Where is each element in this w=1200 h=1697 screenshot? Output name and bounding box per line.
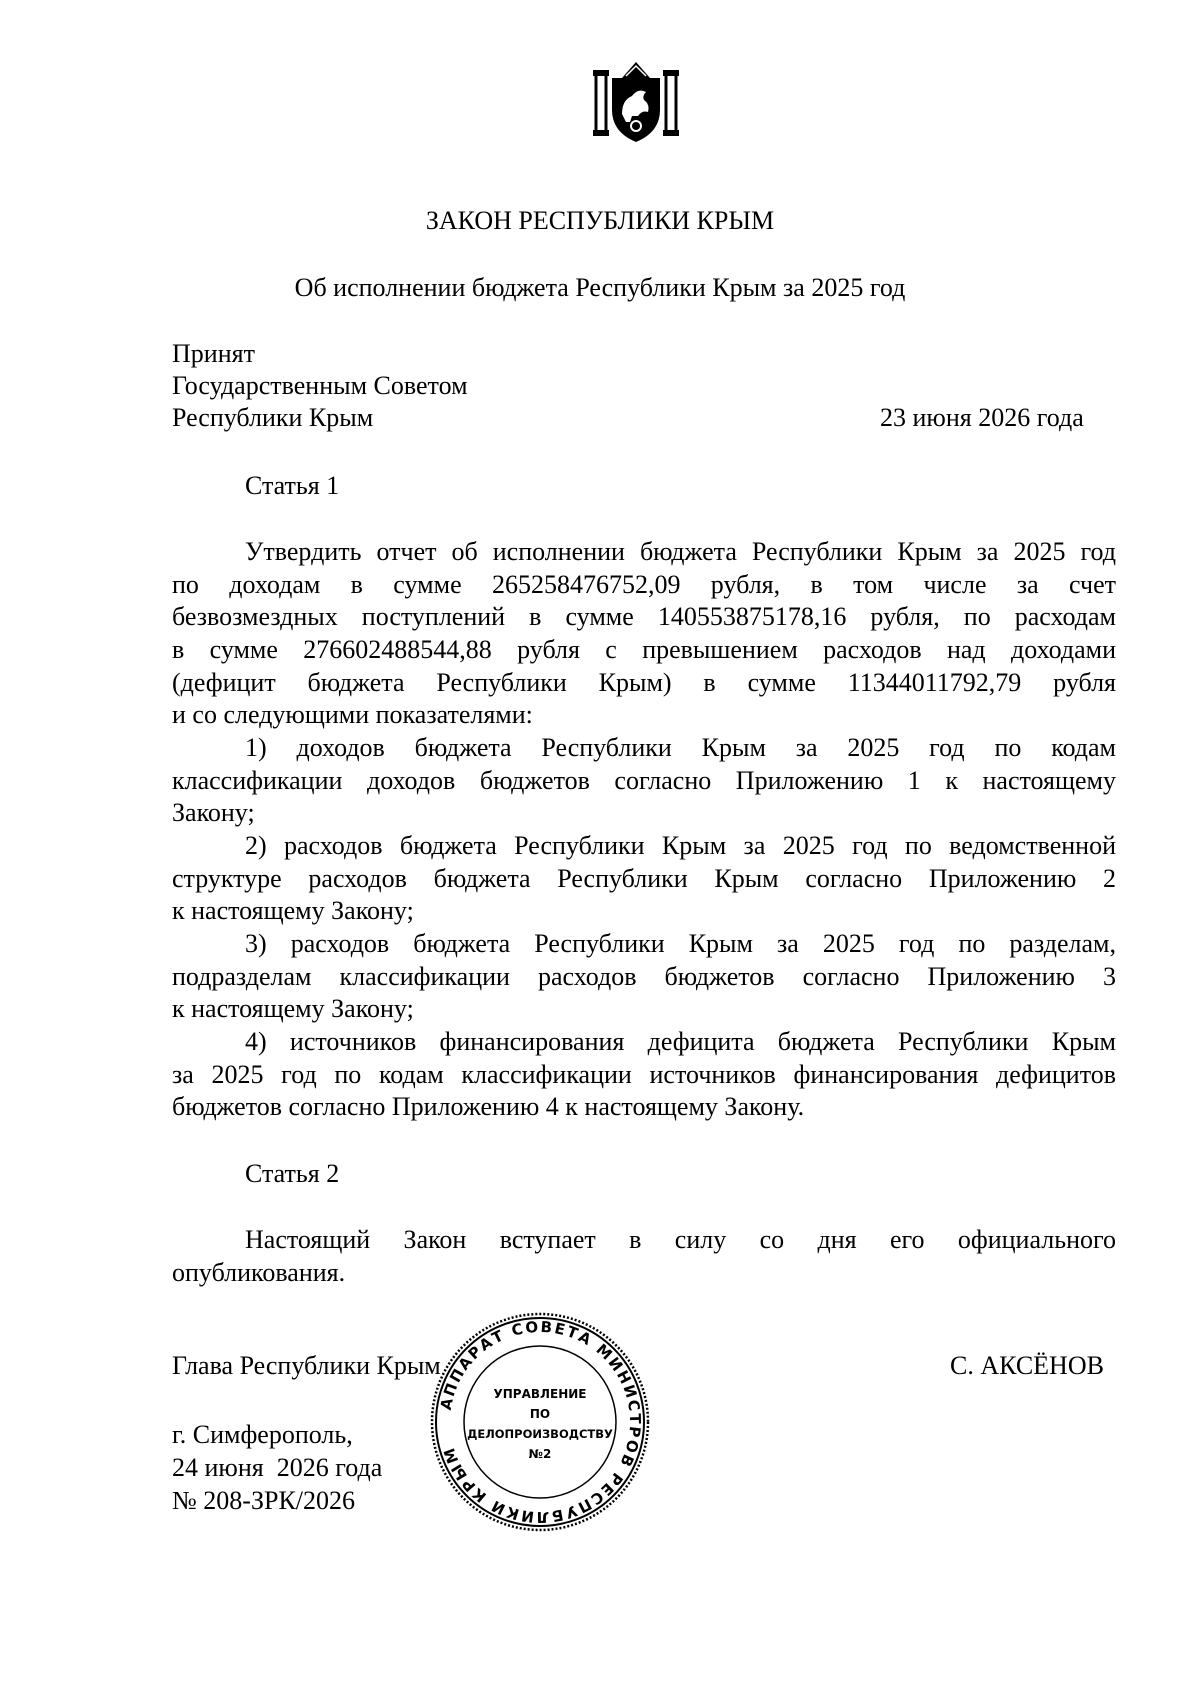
article-2-heading: Статья 2 [245, 1159, 340, 1188]
signatory-name: С. АКСЁНОВ [950, 1351, 1104, 1380]
article-1-line: бюджетов согласно Приложению 4 к настоящему Закону. [172, 1092, 805, 1121]
article-1-line: к настоящему Закону; [172, 994, 414, 1023]
article-1-line: (дефицит бюджета Республики Крым) в сумме 11344011792,79 рубля [172, 668, 1116, 697]
article-1-item-3: 3) расходов бюджета Республики Крым за 2025 год по разделам, [245, 929, 1116, 958]
article-1-line: подразделам классификации расходов бюджетов согласно Приложению 3 [172, 962, 1116, 991]
article-1-line: Утвердить отчет об исполнении бюджета Республики Крым за 2025 год [245, 537, 1116, 566]
stamp-line-3: ДЕЛОПРОИЗВОДСТВУ [467, 1427, 613, 1441]
article-2-line: Настоящий Закон вступает в силу со дня его официального [245, 1225, 1116, 1254]
article-1-line: к настоящему Закону; [172, 896, 414, 925]
signing-date: 24 июня 2026 года [172, 1453, 383, 1482]
article-1-item-1: 1) доходов бюджета Республики Крым за 2025 год по кодам [245, 733, 1116, 762]
article-1-line: безвозмездных поступлений в сумме 140553875178,16 рубля, по расходам [172, 602, 1116, 631]
article-1-line: в сумме 276602488544,88 рубля с превышением расходов над доходами [172, 635, 1116, 664]
law-number: № 208-ЗРК/2026 [172, 1486, 356, 1515]
article-1-line: Закону; [172, 798, 255, 827]
stamp-line-2: ПО [529, 1407, 551, 1421]
adopted-line-1: Принят [172, 339, 255, 368]
stamp-line-1: УПРАВЛЕНИЕ [493, 1387, 587, 1401]
article-1-line: и со следующими показателями: [172, 700, 533, 729]
article-2-line: опубликования. [172, 1258, 346, 1287]
document-subtitle: Об исполнении бюджета Республики Крым за 2025 год [294, 273, 906, 302]
official-stamp [428, 1310, 652, 1534]
adopted-line-2: Государственным Советом [172, 371, 468, 400]
stamp-ring-text: АППАРАТ СОВЕТА МИНИСТРОВ РЕСПУБЛИКИ КРЫМ [436, 1317, 645, 1527]
stamp-line-4: №2 [528, 1447, 552, 1461]
article-1-line: классификации доходов бюджетов согласно Приложению 1 к настоящему [172, 766, 1116, 795]
article-1-line: за 2025 год по кодам классификации источников финансирования дефицитов [172, 1060, 1116, 1089]
signatory-position: Глава Республики Крым [172, 1351, 441, 1380]
article-1-item-2: 2) расходов бюджета Республики Крым за 2025 год по ведомственной [245, 831, 1116, 860]
document-title: ЗАКОН РЕСПУБЛИКИ КРЫМ [425, 206, 775, 235]
city: г. Симферополь, [172, 1420, 353, 1449]
article-1-heading: Статья 1 [245, 471, 340, 500]
article-1-line: структуре расходов бюджета Республики Крым согласно Приложению 2 [172, 864, 1116, 893]
article-1-line: по доходам в сумме 265258476752,09 рубля, в том числе за счет [172, 570, 1116, 599]
svg-text:АППАРАТ СОВЕТА МИНИСТРОВ РЕСПУ [437, 1318, 644, 1526]
adopted-date: 23 июня 2026 года [880, 403, 1084, 432]
article-1-item-4: 4) источников финансирования дефицита бюджета Республики Крым [245, 1027, 1116, 1056]
adopted-line-3: Республики Крым [172, 403, 374, 432]
crimea-coat-of-arms-icon [592, 60, 680, 144]
